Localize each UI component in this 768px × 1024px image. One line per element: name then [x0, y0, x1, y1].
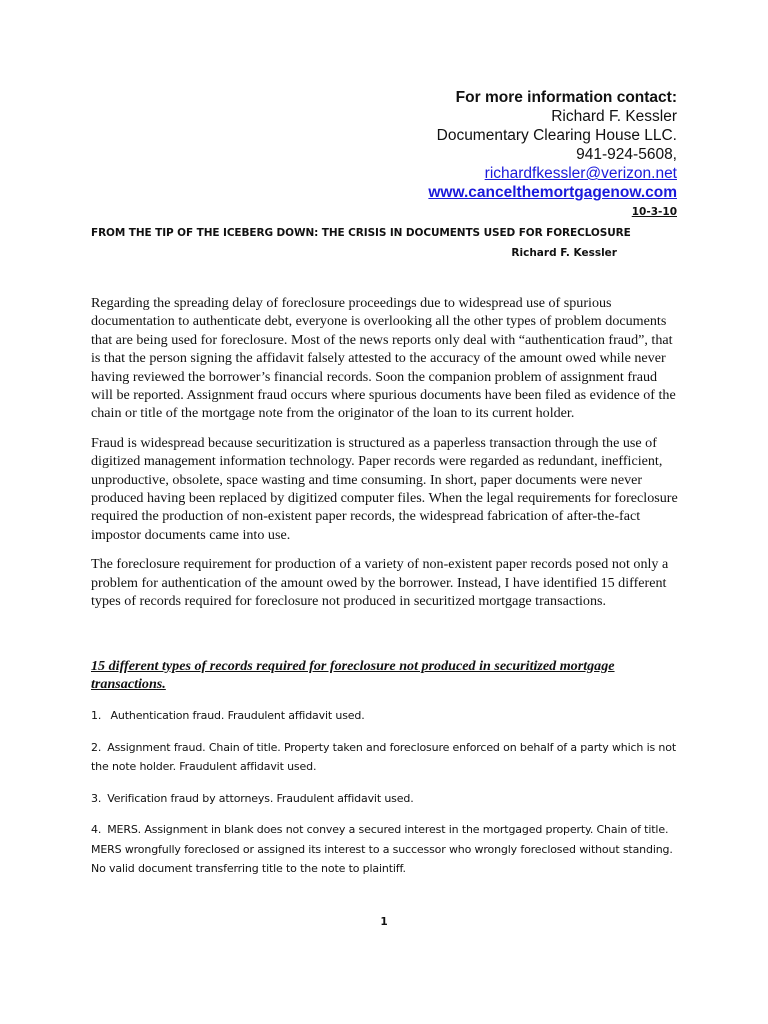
list-item-text: Assignment fraud. Chain of title. Property taken and foreclosure enforced on behalf of a party which is not the note holder. Fraudulent affidavit used. — [91, 740, 676, 773]
list-item-number: 4. — [91, 823, 102, 836]
contact-heading: For more information contact: — [455, 89, 677, 106]
list-item-text: MERS. Assignment in blank does not convey a secured interest in the mortgaged property. Chain of title. MERS wrongfully foreclosed or assigned its interest to a successor who wrongly foreclosed without standing. No valid document transferring title to the note to plaintiff. — [91, 823, 673, 875]
document-author: Richard F. Kessler — [511, 247, 617, 259]
page-number: 1 — [380, 916, 388, 928]
contact-block — [428, 88, 677, 219]
contact-company: Documentary Clearing House LLC. — [436, 127, 677, 144]
document-title: FROM THE TIP OF THE ICEBERG DOWN: THE CRISIS IN DOCUMENTS USED FOR FORECLOSURE — [91, 227, 631, 239]
contact-phone: 941-924-5608, — [576, 146, 677, 163]
paragraph: The foreclosure requirement for production of a variety of non-existent paper records posed not only a problem for authentication of the amount owed by the borrower. Instead, I have identified 15 different types of records required for foreclosure not produced in securitized mortgage transactions. — [91, 556, 669, 610]
contact-email-link[interactable]: richardfkessler@verizon.net — [484, 165, 677, 182]
contact-website-link[interactable]: www.cancelthemortgagenow.com — [428, 184, 677, 201]
paragraph: Regarding the spreading delay of foreclosure proceedings due to widespread use of spurious documentation to authenticate debt, everyone is overlooking all the other types of problem documents that are being used for foreclosure. Most of the news reports only deal with “authentication fraud”, that is that the person signing the affidavit falsely attested to the accuracy of the amount owed while never having reviewed the borrower’s financial records. Soon the companion problem of assignment fraud will be reported. Assignment fraud occurs where spurious documents have been filed as evidence of the chain or title of the mortgage note from the originator of the loan to its current holder. — [91, 295, 676, 422]
records-list — [91, 706, 681, 891]
document-date: 10-3-10 — [631, 206, 677, 218]
list-heading: 15 different types of records required for foreclosure not produced in securitized mortgage transactions. — [91, 658, 615, 693]
list-item — [91, 820, 681, 879]
paragraph: Fraud is widespread because securitization is structured as a paperless transaction through the use of digitized management information technology. Paper records were regarded as redundant, inefficient, unproductive, obsolete, space wasting and time consuming. In short, paper documents were never produced having been replaced by digitized computer files. When the legal requirements for foreclosure required the production of non-existent paper records, the widespread fabrication of after-the-fact impostor documents came into use. — [91, 434, 678, 543]
contact-name: Richard F. Kessler — [551, 108, 677, 125]
list-item-number: 2. — [91, 740, 102, 754]
body-text — [91, 294, 681, 622]
list-item-number: 3. — [91, 791, 102, 805]
list-item — [91, 706, 681, 726]
list-item — [91, 738, 681, 777]
list-item-text: Verification fraud by attorneys. Fraudulent affidavit used. — [107, 791, 414, 805]
list-item — [91, 789, 681, 809]
list-item-text: Authentication fraud. Fraudulent affidavit used. — [107, 709, 365, 722]
list-item-number: 1. — [91, 709, 102, 722]
